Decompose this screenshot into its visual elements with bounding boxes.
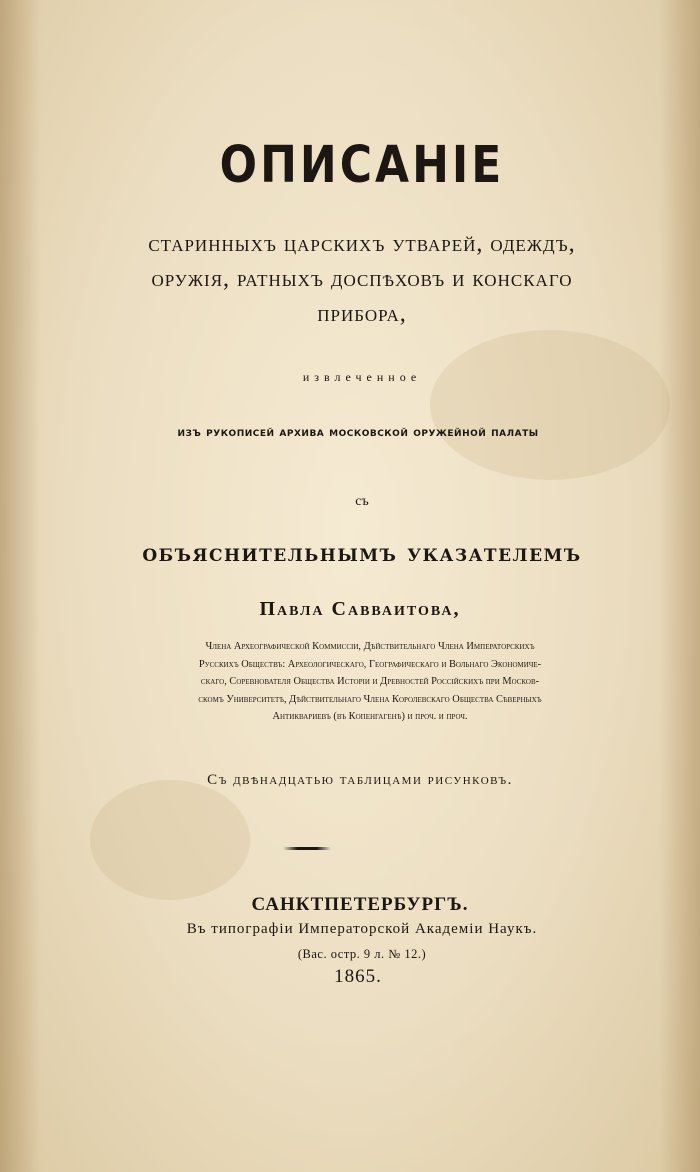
paper-stain	[90, 780, 250, 900]
subtitle-line: оружія, ратныхъ доспѣховъ и конскаго	[151, 266, 573, 292]
credentials-line: скомъ Университетѣ, Дѣйствительнаго Члена Королевскаго Общества Сѣверныхъ	[198, 693, 542, 705]
with-label: съ	[355, 494, 369, 509]
imprint-printer: Въ типографіи Императорской Академіи Наукъ.	[186, 921, 538, 937]
archive-source: изъ рукописей архива московской оружейной палаты	[177, 424, 539, 439]
subtitle-line: прибора,	[317, 301, 407, 327]
index-heading: объяснительнымъ указателемъ	[142, 538, 582, 567]
book-title: ОПИСАНІЕ	[219, 136, 505, 195]
imprint-city: САНКТПЕТЕРБУРГЪ.	[251, 894, 469, 915]
extracted-label: извлеченное	[302, 370, 422, 384]
credentials-line: Члена Археографической Коммиссіи, Дѣйствительнаго Члена Императорскихъ	[205, 641, 535, 652]
author-name: Павла Савваитова,	[259, 598, 461, 620]
book-subtitle	[12, 227, 700, 332]
paper-stain	[430, 330, 670, 480]
credentials-line: скаго, Соревнователя Общества Исторіи и Древностей Россійскихъ при Москов-	[200, 676, 540, 688]
plates-note: Съ двѣнадцатью таблицами рисунковъ.	[207, 772, 513, 788]
ornamental-divider	[283, 847, 331, 850]
imprint-year: 1865.	[334, 966, 382, 987]
author-credentials	[150, 638, 590, 726]
subtitle-line: старинныхъ царскихъ утварей, одеждъ,	[148, 231, 576, 257]
imprint-address: (Вас. остр. 9 л. № 12.)	[297, 947, 427, 961]
credentials-line: Антиквариевъ (въ Копенгагенѣ) и проч. и проч.	[272, 711, 468, 723]
credentials-line: Русскихъ Обществъ: Археологическаго, Географическаго и Вольнаго Экономиче-	[198, 658, 542, 670]
